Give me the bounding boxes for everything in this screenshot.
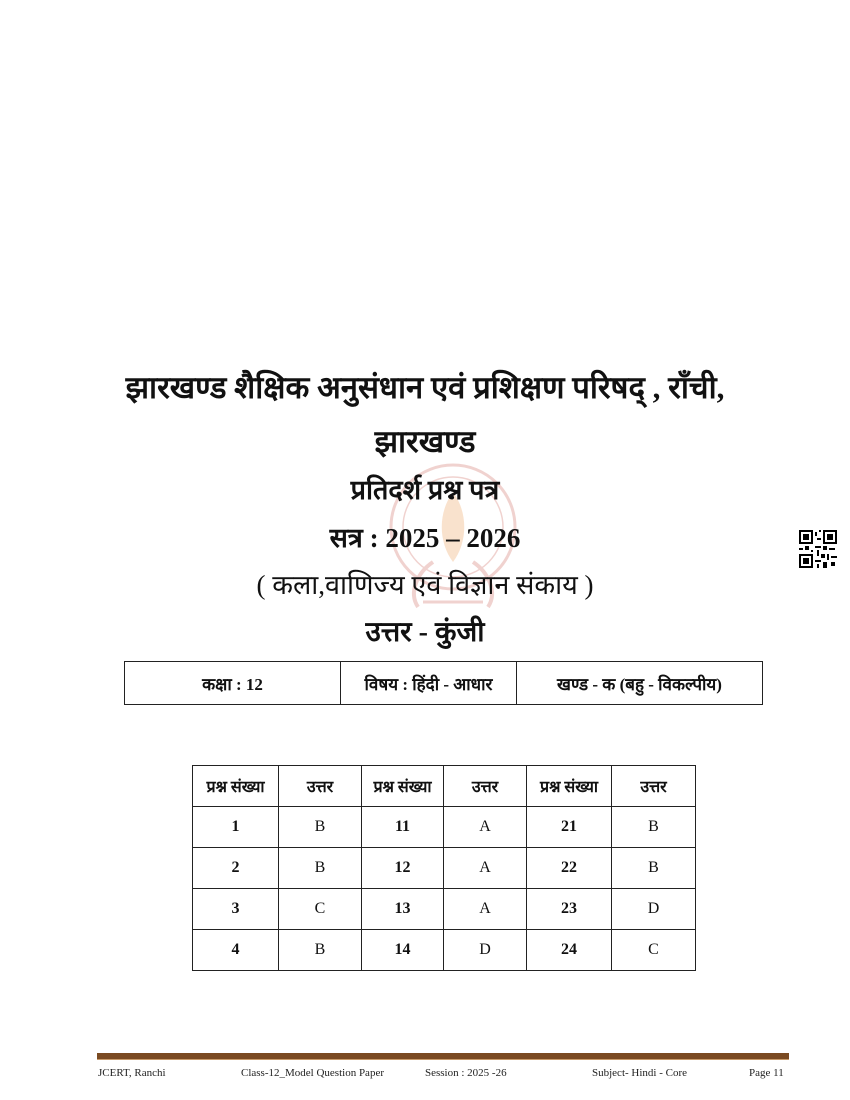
question-number: 2 <box>193 848 279 889</box>
question-number: 23 <box>527 889 612 930</box>
answer-cell: B <box>612 807 696 848</box>
header-question-number: प्रश्न संख्या <box>527 766 612 807</box>
section-cell: खण्ड - क (बहु - विकल्पीय) <box>557 674 722 694</box>
paper-type-title: प्रतिदर्श प्रश्न पत्र <box>350 475 500 505</box>
session-title: सत्र : 2025 – 2026 <box>329 523 521 553</box>
header-answer: उत्तर <box>612 766 696 807</box>
question-number: 14 <box>362 930 444 971</box>
header-answer: उत्तर <box>279 766 362 807</box>
answer-cell: C <box>279 889 362 930</box>
subject-cell: विषय : हिंदी - आधार <box>341 662 517 704</box>
header-question-number: प्रश्न संख्या <box>362 766 444 807</box>
question-number: 3 <box>193 889 279 930</box>
answer-cell: A <box>444 807 527 848</box>
footer-page-number: Page 11 <box>749 1067 784 1079</box>
footer-subject: Subject- Hindi - Core <box>592 1067 688 1079</box>
answer-cell: A <box>444 848 527 889</box>
header-answer: उत्तर <box>444 766 527 807</box>
question-number: 4 <box>193 930 279 971</box>
answer-cell: D <box>612 889 696 930</box>
table-row <box>193 848 696 889</box>
faculty-title: ( कला,वाणिज्य एवं विज्ञान संकाय ) <box>256 570 594 600</box>
answer-cell: D <box>444 930 527 971</box>
question-number: 11 <box>362 807 444 848</box>
answer-key-title: उत्तर - कुंजी <box>365 617 485 648</box>
question-number: 24 <box>527 930 612 971</box>
table-row <box>193 807 696 848</box>
question-number: 21 <box>527 807 612 848</box>
answer-key-table <box>192 765 696 971</box>
paper-info-box <box>124 661 763 705</box>
question-number: 13 <box>362 889 444 930</box>
table-header-row <box>193 766 696 807</box>
footer-paper: Class-12_Model Question Paper <box>241 1067 384 1079</box>
answer-cell: B <box>279 930 362 971</box>
answer-cell: B <box>612 848 696 889</box>
answer-cell: C <box>612 930 696 971</box>
answer-cell: B <box>279 848 362 889</box>
question-number: 1 <box>193 807 279 848</box>
organization-title: झारखण्ड शैक्षिक अनुसंधान एवं प्रशिक्षण परिषद् , राँची, <box>125 370 725 405</box>
table-row <box>193 889 696 930</box>
footer-divider <box>97 1053 789 1060</box>
class-cell: कक्षा : 12 <box>125 662 341 704</box>
header-question-number: प्रश्न संख्या <box>193 766 279 807</box>
question-number: 12 <box>362 848 444 889</box>
question-number: 22 <box>527 848 612 889</box>
state-title: झारखण्ड <box>374 424 476 459</box>
footer-org: JCERT, Ranchi <box>98 1067 166 1079</box>
footer-session: Session : 2025 -26 <box>425 1067 507 1079</box>
qr-code-icon <box>799 530 837 568</box>
answer-cell: B <box>279 807 362 848</box>
answer-cell: A <box>444 889 527 930</box>
table-row <box>193 930 696 971</box>
